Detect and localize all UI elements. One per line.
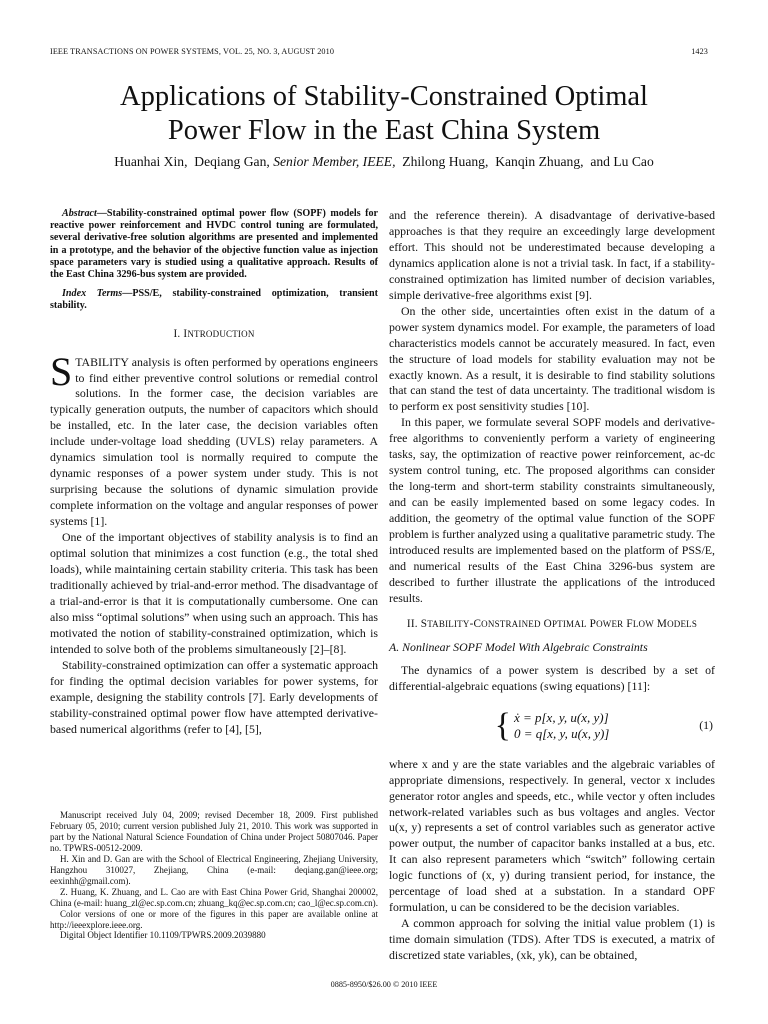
footnote-doi: Digital Object Identifier 10.1109/TPWRS.2009.2039880 bbox=[60, 930, 266, 941]
footnote-color: Color versions of one or more of the figures in this paper are available online at http://ieeexplore.ieee.org. bbox=[50, 908, 378, 930]
abstract-text: —Stability-constrained optimal power flow (SOPF) models for reactive power reinforcement and HVDC control tuning are formulated, several derivative-free solution algorithms are presented and implemented in a prototype, and the behavior of the objective function value as injection space parameters vary is studied using a qualitative approach. Results of the East China 3296-bus system are provided. bbox=[50, 208, 378, 281]
footnote-affiliation-1: H. Xin and D. Gan are with the School of Electrical Engineering, Zhejiang University, Hangzhou 310027, Zhejiang, China (e-mail: deqiang.gan@ieee.org; eexinhh@gmail.com). bbox=[50, 853, 378, 886]
section-heading-intro: I. INTRODUCTION bbox=[173, 327, 255, 340]
equation-number: (1) bbox=[699, 717, 713, 732]
abstract bbox=[50, 208, 378, 281]
paper-title bbox=[40, 80, 728, 148]
abstract-label: Abstract bbox=[62, 208, 97, 219]
right-paragraph-4: The dynamics of a power system is described by a set of differential-algebraic equations (swing equations) [11]: bbox=[389, 662, 715, 693]
footnote-manuscript: Manuscript received July 04, 2009; revised December 18, 2009. First published February 05, 2010; current version published July 21, 2010. This work was supported in part by the National Natural Science Foundation of China under Project 50807046. Paper no. TPWRS-00512-2009. bbox=[50, 810, 378, 853]
right-paragraph-3: In this paper, we formulate several SOPF models and derivative-free algorithms to conveniently perform a variety of engineering tasks, say, the optimization of reactive power reinforcement, ac-dc system control tuning, etc. The proposed algorithms can consider the long-term and short-term stability constraints simultaneously, and can be easily implemented based on some legacy codes. In addition, the geometry of the optimal value function of the SOPF problem is further analyzed using a qualitative parametric study. The introduced results are implemented based on the platform of PSS/E, and numerical results of the East China 3296-bus system are described to further illustrate the applications of the introduced results. bbox=[389, 415, 715, 605]
title-line-2: Power Flow in the East China System bbox=[167, 115, 601, 146]
index-terms-text: —PSS/E, stability-constrained optimization, transient stability. bbox=[50, 288, 378, 312]
right-paragraph-6: A common approach for solving the initial value problem (1) is time domain simulation (TDS). After TDS is executed, a matrix of discretized state variables, (xk, yk), can be obtained, bbox=[389, 916, 715, 963]
author-3: Zhilong Huang, bbox=[402, 154, 489, 169]
equation-line-2: 0 = q[x, y, u(x, y)] bbox=[513, 725, 610, 741]
right-paragraph-5: where x and y are the state variables and the algebraic variables of appropriate dimensions, respectively. In general, vector x includes generator rotor angles and speeds, etc., while vector y often includes network-related variables such as bus voltages and angles. Vector u(x, y) represents a set of control variables such as generator active power output, the number of capacitor banks installed at a bus, etc. It can also represent parameters which “switch” following certain logic functions of (x, y) during transient period, for instance, the percentage of load shed at a substation. In a standard OPF formulation, u can be considered to be the decision variables. bbox=[389, 756, 715, 915]
index-terms-label: Index Terms bbox=[62, 288, 123, 300]
author-1: Huanhai Xin, bbox=[114, 154, 188, 169]
author-list bbox=[40, 154, 728, 170]
section-heading-models: II. STABILITY-CONSTRAINED OPTIMAL POWER FLOW MODELS bbox=[406, 617, 698, 630]
title-line-1: Applications of Stability-Constrained Optimal bbox=[120, 81, 648, 112]
footnotes bbox=[50, 810, 378, 941]
author-4: Kanqin Zhuang, bbox=[495, 154, 584, 169]
left-column bbox=[50, 208, 378, 737]
intro-paragraph-2: One of the important objectives of stability analysis is to find an optimal solution that minimizes a cost function (e.g., the total shed loads), while maintaining certain stability criteria. This task has been traditionally achieved by trial-and-error method. The disadvantage of a trial-and-error is that it is computationally cumbersome. One can also miss “optimal solutions” when using such an approach. This has motivated the notion of stability-constrained optimization, which is intended to solve both of the problems simultaneously [2]–[8]. bbox=[50, 530, 378, 656]
equation-lines bbox=[514, 710, 609, 742]
page-footer: 0885-8950/$26.00 © 2010 IEEE bbox=[330, 980, 438, 989]
author-2: Deqiang Gan, bbox=[194, 154, 270, 169]
intro-paragraph-3: Stability-constrained optimization can offer a systematic approach for finding the optimal decision variables for power systems, for example, designing the stability controls [7]. Early developments of stability-constrained optimal power flow have attempted derivative-based numerical algorithms (refer to [4], [5], bbox=[50, 657, 378, 736]
author-5: and Lu Cao bbox=[590, 154, 654, 169]
subsection-heading-a: A. Nonlinear SOPF Model With Algebraic Constraints bbox=[389, 639, 648, 654]
drop-cap: S bbox=[50, 348, 73, 394]
equation-brace: { bbox=[494, 706, 511, 744]
equation-1 bbox=[389, 705, 715, 747]
intro-paragraph-1: STABILITY analysis is often performed by operations engineers to find either preventive control solutions or remedial control solutions. In the former case, the decision variables are typically generation outputs, the number of capacitors which should be installed, etc. In the later case, the decision variables often include under-voltage load shedding (UVLS) relay parameters. A dynamics simulation tool is normally required to compute the dynamic responses of a power system under study. This is not surprising because the solutions of dynamic simulation provide complete information on the voltage and angular responses of power systems [1]. bbox=[50, 348, 378, 529]
footnote-affiliation-2: Z. Huang, K. Zhuang, and L. Cao are with East China Power Grid, Shanghai 200002, China (e-mail: huang_zl@ec.sp.com.cn; zhuang_kq@ec.sp.com.cn; cao_l@ec.sp.com.cn). bbox=[50, 886, 378, 908]
author-2-role: Senior Member, IEEE, bbox=[273, 154, 396, 169]
running-header: IEEE TRANSACTIONS ON POWER SYSTEMS, VOL. 25, NO. 3, AUGUST 2010 bbox=[50, 47, 335, 56]
right-paragraph-1: and the reference therein). A disadvantage of derivative-based approaches is that they require an exceedingly large development effort. This should not be underestimated because developing a dynamics application alone is not a trivial task. In fact, if a stability-constrained optimization has limited number of decision variables, simple derivative-free algorithms exist [9]. bbox=[389, 208, 715, 302]
right-paragraph-2: On the other side, uncertainties often exist in the datum of a power system dynamics model. For example, the parameters of load characteristics models cannot be accurately measured. In fact, even the structure of load models for stability evaluation may not be exactly known. As a result, it is desirable to find stability solutions that can stand the test of data uncertainty. The traditional wisdom is to perform ex post sensitivity studies [10]. bbox=[389, 303, 715, 414]
index-terms bbox=[50, 288, 378, 312]
right-column bbox=[389, 208, 715, 964]
page-number: 1423 bbox=[691, 47, 708, 56]
equation-line-1: ẋ = p[x, y, u(x, y)] bbox=[513, 709, 609, 725]
